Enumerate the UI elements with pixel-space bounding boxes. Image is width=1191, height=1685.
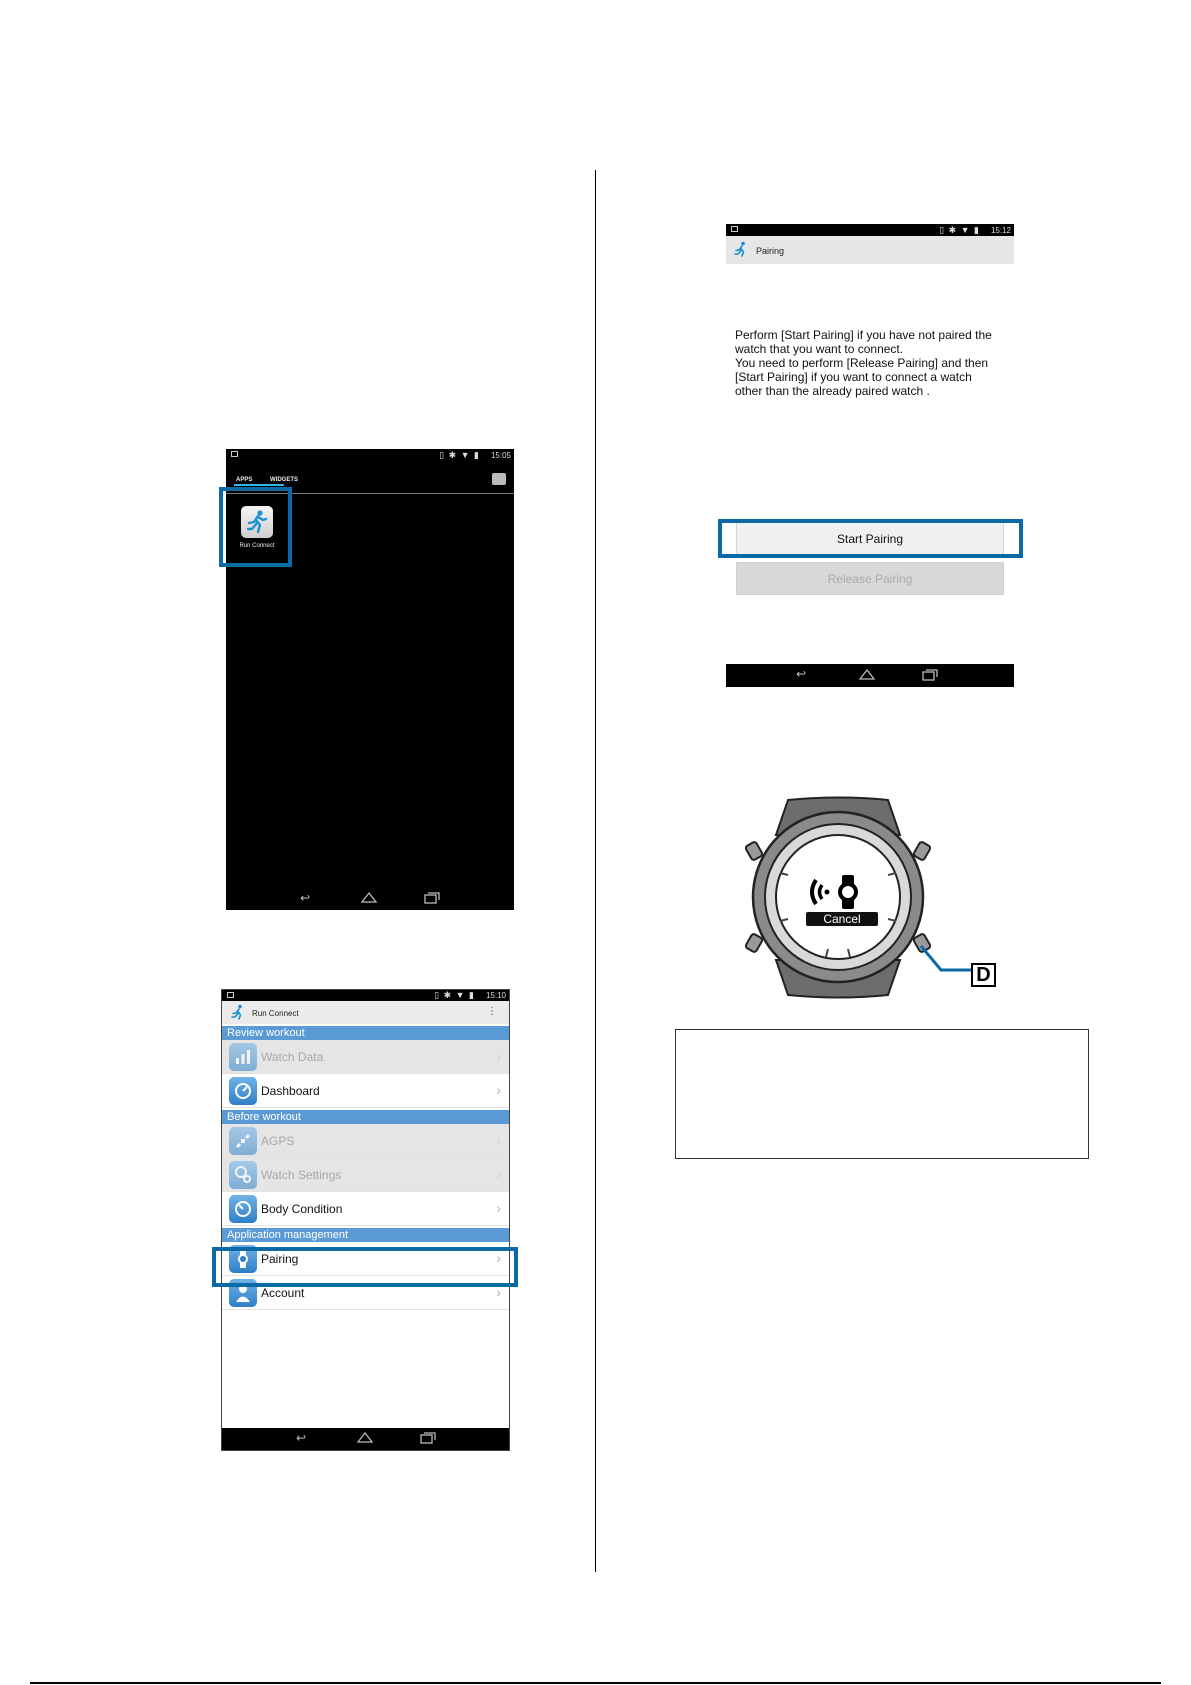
instruction-line: watch that you want to connect. <box>735 342 904 356</box>
status-icons: ▯ ✱ ▼ ▮ <box>434 990 475 1000</box>
menu-item-label: Watch Settings <box>261 1168 342 1182</box>
menu-item-label: Watch Data <box>261 1050 324 1064</box>
watch-illustration <box>740 795 1010 1000</box>
chevron-right-icon: › <box>496 1082 501 1098</box>
action-bar <box>726 236 1014 264</box>
note-box <box>675 1029 1089 1159</box>
watch-gear-icon <box>229 1161 257 1189</box>
section-header-review: Review workout <box>222 1026 509 1040</box>
chevron-right-icon: › <box>496 1284 501 1300</box>
run-connect-menu-screenshot <box>221 989 510 1451</box>
menu-item-watch-settings[interactable] <box>222 1158 509 1192</box>
home-icon[interactable] <box>356 1431 374 1445</box>
status-bar <box>726 224 1014 236</box>
section-header-before: Before workout <box>222 1110 509 1124</box>
tab-widgets[interactable]: WIDGETS <box>270 477 298 483</box>
release-pairing-button[interactable]: Release Pairing <box>736 562 1004 595</box>
overflow-menu-icon[interactable]: ⋮ <box>487 1006 497 1017</box>
status-icons: ▯ ✱ ▼ ▮ <box>439 450 480 460</box>
recent-apps-icon[interactable] <box>424 892 440 906</box>
app-icon-highlight <box>219 487 292 567</box>
section-header-management: Application management <box>222 1228 509 1242</box>
button-d-callout: D <box>971 963 996 987</box>
status-time: 15:12 <box>990 226 1011 235</box>
android-nav-bar <box>222 1428 509 1450</box>
tab-apps[interactable]: APPS <box>236 477 253 483</box>
instruction-line: [Start Pairing] if you want to connect a watch <box>735 370 972 384</box>
menu-item-watch-data[interactable] <box>222 1040 509 1074</box>
recent-apps-icon[interactable] <box>420 1432 436 1446</box>
start-pairing-highlight <box>718 519 1023 558</box>
instruction-line: Perform [Start Pairing] if you have not paired the <box>735 328 992 342</box>
action-bar <box>222 1001 509 1024</box>
column-divider <box>595 170 596 1572</box>
home-icon[interactable] <box>360 891 378 905</box>
status-time: 15:05 <box>490 451 511 460</box>
app-title: Run Connect <box>252 1009 299 1018</box>
back-icon[interactable]: ↩ <box>300 891 311 905</box>
pairing-screen-screenshot <box>726 224 1014 687</box>
recent-apps-icon[interactable] <box>922 669 938 683</box>
play-store-icon[interactable] <box>492 473 506 485</box>
dashboard-icon <box>229 1077 257 1105</box>
status-bar <box>226 449 514 463</box>
menu-item-label: AGPS <box>261 1134 295 1148</box>
menu-item-label: Dashboard <box>261 1084 320 1098</box>
runner-logo-icon <box>230 1004 246 1021</box>
status-bar <box>222 990 509 1001</box>
status-time: 15:10 <box>485 991 506 1000</box>
pairing-instructions <box>735 328 1005 398</box>
notification-icon <box>731 226 738 232</box>
chevron-right-icon: › <box>496 1200 501 1216</box>
menu-item-label: Pairing <box>261 1252 299 1266</box>
menu-item-dashboard[interactable] <box>222 1074 509 1108</box>
tab-active-indicator <box>234 484 284 486</box>
instruction-line: other than the already paired watch . <box>735 384 930 398</box>
chevron-right-icon: › <box>496 1132 501 1148</box>
pairing-item-highlight <box>212 1247 518 1287</box>
runner-logo-icon <box>733 241 749 258</box>
menu-item-label: Body Condition <box>261 1202 343 1216</box>
body-condition-icon <box>229 1195 257 1223</box>
instruction-line: You need to perform [Release Pairing] and then <box>735 356 989 370</box>
watch-cancel-label: Cancel <box>806 912 878 926</box>
chevron-right-icon: › <box>496 1166 501 1182</box>
android-nav-bar <box>726 664 1014 687</box>
satellite-icon <box>229 1127 257 1155</box>
run-connect-app-label: Run Connect <box>239 543 275 549</box>
chevron-right-icon: › <box>496 1250 501 1266</box>
bar-chart-icon <box>229 1043 257 1071</box>
menu-item-label: Account <box>261 1286 305 1300</box>
chevron-right-icon: › <box>496 1048 501 1064</box>
home-icon[interactable] <box>858 668 876 682</box>
menu-item-body-condition[interactable] <box>222 1192 509 1226</box>
page-bottom-rule <box>30 1682 1161 1684</box>
menu-item-agps[interactable] <box>222 1124 509 1158</box>
back-icon[interactable]: ↩ <box>296 1431 307 1445</box>
back-icon[interactable]: ↩ <box>796 667 807 681</box>
screen-title: Pairing <box>756 246 785 256</box>
android-nav-bar <box>226 888 514 910</box>
notification-icon <box>227 992 234 998</box>
start-pairing-button[interactable]: Start Pairing <box>736 522 1004 555</box>
notification-icon <box>231 451 238 457</box>
watch-drawing <box>740 795 1010 1000</box>
status-icons: ▯ ✱ ▼ ▮ <box>939 225 980 235</box>
